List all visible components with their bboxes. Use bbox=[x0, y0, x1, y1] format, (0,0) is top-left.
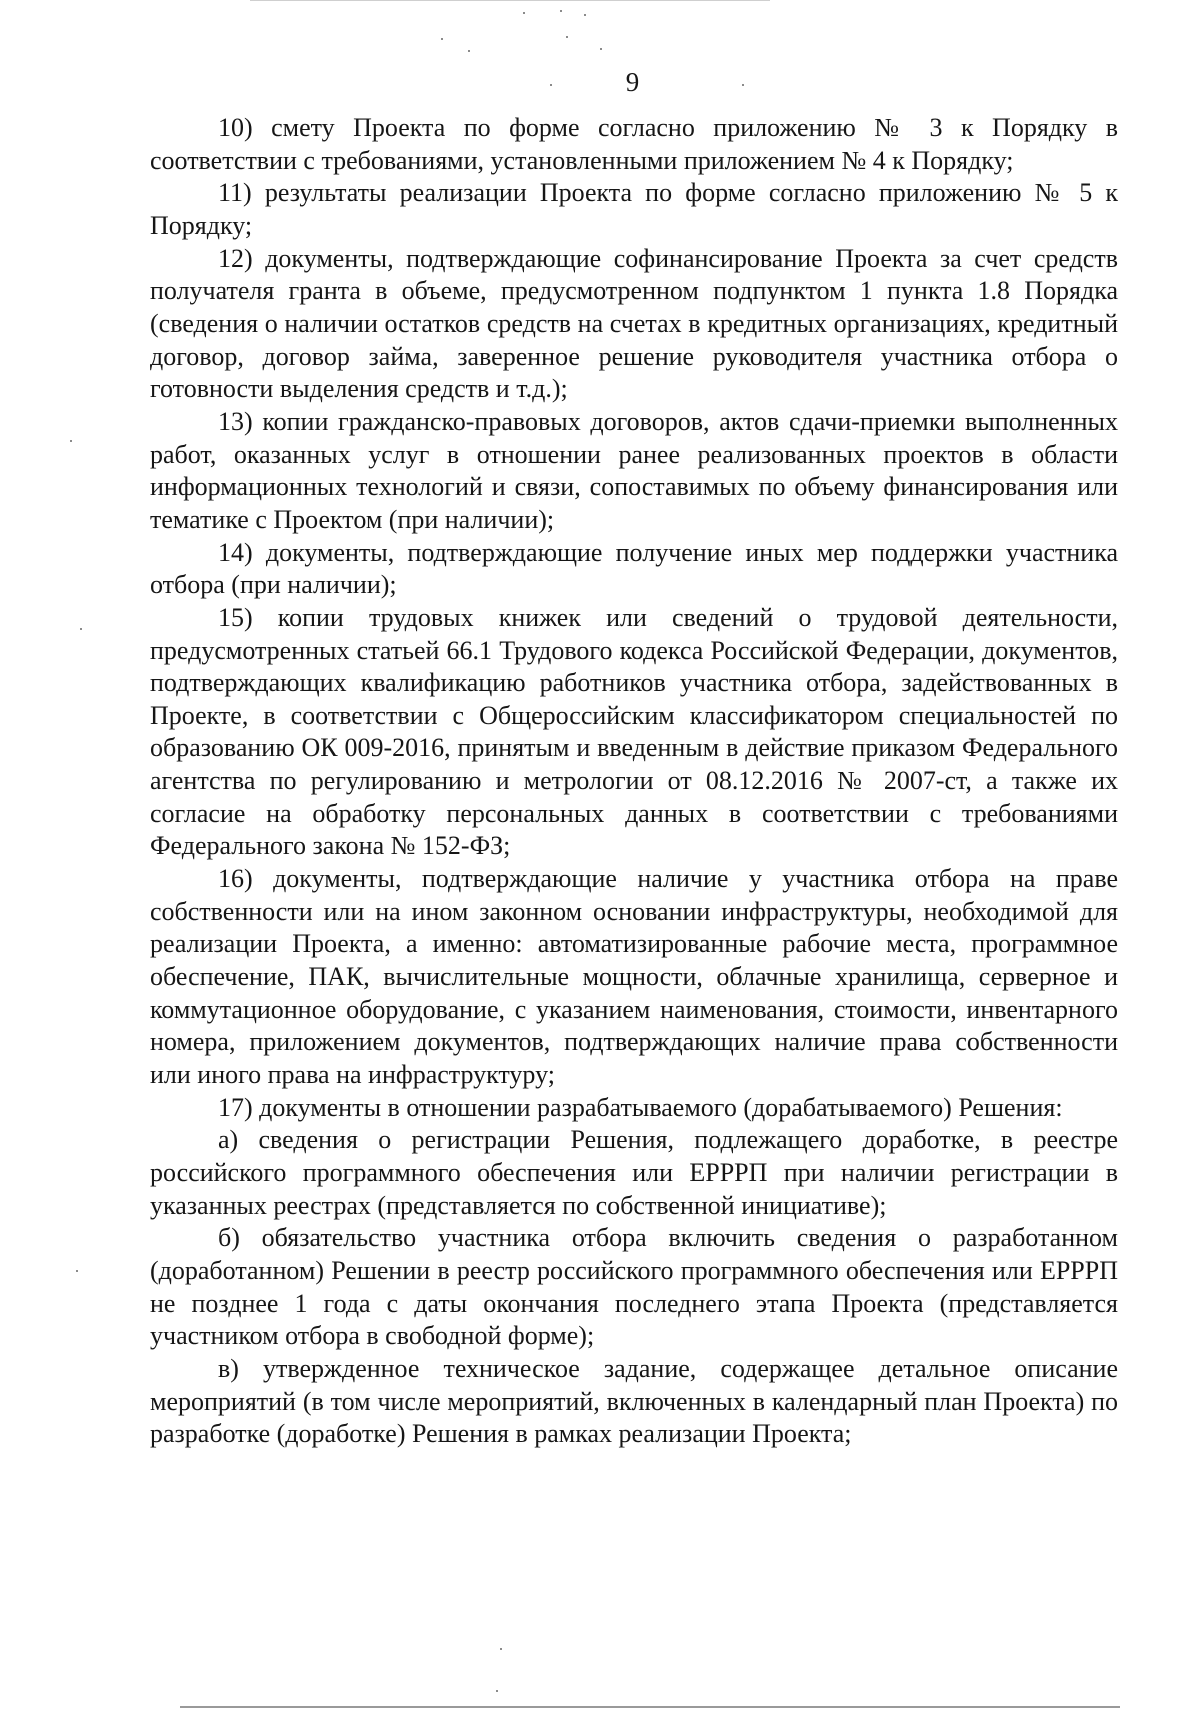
scan-speck bbox=[500, 1648, 502, 1650]
scan-speck bbox=[441, 38, 443, 40]
paragraph-item-11: 11) результаты реализации Проекта по форме согласно приложению № 5 к Порядку; bbox=[150, 178, 1118, 240]
paragraph-item-14: 14) документы, подтверждающие получение иных мер поддержки участника отбора (при наличии); bbox=[150, 537, 1118, 600]
paragraph-subitem-a: а) сведения о регистрации Решения, подлежащего доработке, в реестре российского программного обеспечения или ЕРРРП при наличии регистрации в указанных реестрах (представляется по собственной инициативе); bbox=[150, 1125, 1118, 1220]
scan-speck bbox=[70, 440, 72, 442]
paragraph-item-15: 15) копии трудовых книжек или сведений о трудовой деятельности, предусмотренных статьей 66.1 Трудового кодекса Российской Федерации, документов, подтверждающих квалификацию работников участника отбора, задействованных в Проекте, в соответствии с Общероссийским классификатором специальностей по образованию ОК 009-2016, принятым и введенным в действие приказом Федерального агентства по регулированию и метрологии от 08.12.2016 № 2007-ст, а также их согласие на обработку персональных данных в соответствии с требованиями Федерального закона № 152-ФЗ; bbox=[150, 602, 1118, 861]
page-number: 9 bbox=[625, 67, 640, 97]
scan-speck bbox=[76, 1270, 78, 1272]
scan-speck bbox=[523, 12, 525, 14]
scan-edge-bottom bbox=[180, 1706, 1120, 1708]
scan-speck bbox=[496, 1690, 498, 1692]
paragraph-item-13: 13) копии гражданско-правовых договоров, актов сдачи-приемки выполненных работ, оказанных услуг в отношении ранее реализованных проектов в области информационных технологий и связи, сопоставимых по объему финансирования или тематике с Проектом (при наличии); bbox=[150, 406, 1118, 534]
scan-speck bbox=[468, 50, 470, 52]
scan-edge-top bbox=[250, 0, 770, 1]
scan-speck bbox=[584, 14, 586, 16]
paragraph-item-17: 17) документы в отношении разрабатываемого (дорабатываемого) Решения: bbox=[218, 1092, 1063, 1122]
scan-speck bbox=[566, 36, 568, 38]
paragraph-item-10: 10) смету Проекта по форме согласно приложению № 3 к Порядку в соответствии с требованиями, установленными приложением № 4 к Порядку; bbox=[150, 113, 1118, 175]
paragraph-item-12: 12) документы, подтверждающие софинансирование Проекта за счет средств получателя гранта в объеме, предусмотренном подпунктом 1 пункта 1.8 Порядка (сведения о наличии остатков средств на счетах в кредитных организациях, кредитный договор, договор займа, заверенное решение руководителя участника отбора о готовности выделения средств и т.д.); bbox=[150, 243, 1118, 404]
document-body bbox=[150, 112, 1118, 1451]
scan-speck bbox=[560, 10, 562, 12]
scan-speck bbox=[600, 48, 602, 50]
paragraph-item-16: 16) документы, подтверждающие наличие у участника отбора на праве собственности или на ином законном основании инфраструктуры, необходимой для реализации Проекта, а именно: автоматизированные рабочие места, программное обеспечение, ПАК, вычислительные мощности, облачные хранилища, серверное и коммутационное оборудование, с указанием наименования, стоимости, инвентарного номера, приложением документов, подтверждающих наличие права собственности или иного права на инфраструктуру; bbox=[150, 864, 1118, 1090]
paragraph-subitem-b: б) обязательство участника отбора включить сведения о разработанном (доработанном) Решении в реестр российского программного обеспечения или ЕРРРП не позднее 1 года с даты окончания последнего этапа Проекта (представляется участником отбора в свободной форме); bbox=[150, 1223, 1118, 1351]
scan-speck bbox=[80, 628, 82, 630]
paragraph-subitem-v: в) утвержденное техническое задание, содержащее детальное описание мероприятий (в том числе мероприятий, включенных в календарный план Проекта) по разработке (доработке) Решения в рамках реализации Проекта; bbox=[150, 1353, 1118, 1449]
